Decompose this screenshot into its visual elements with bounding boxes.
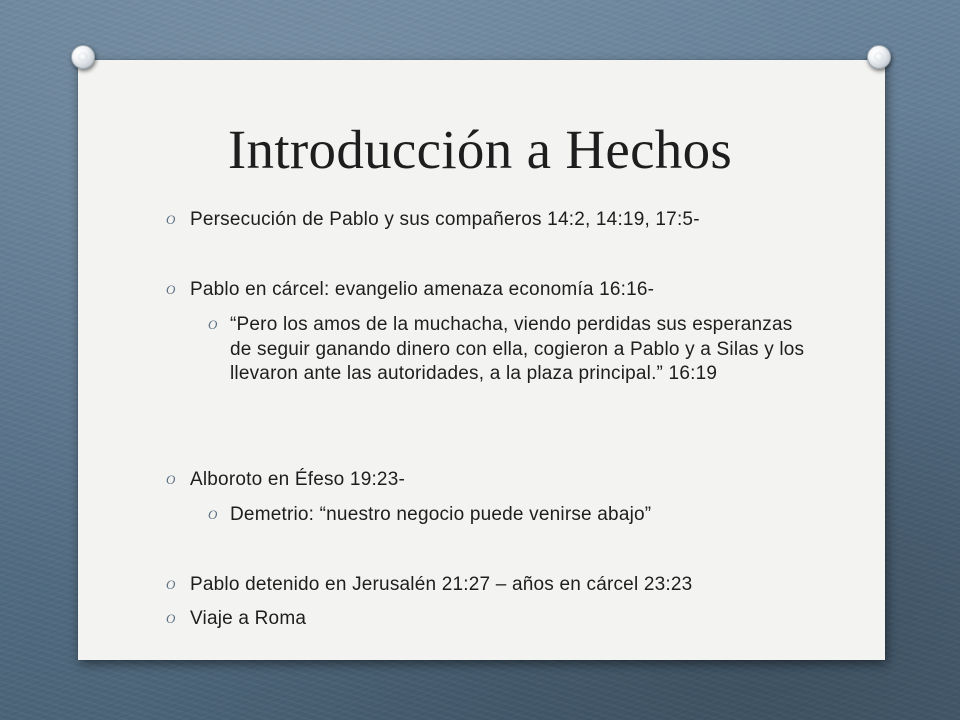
- bullet-item: [166, 468, 405, 492]
- slide-title: Introducción a Hechos: [227, 119, 733, 180]
- pushpin-icon: [71, 45, 95, 69]
- bullet-marker-icon: O: [166, 577, 176, 592]
- bullet-marker-icon: O: [166, 611, 176, 626]
- bullet-text: Viaje a Roma: [190, 608, 307, 629]
- bullet-text: “Pero los amos de la muchacha, viendo perdidas sus esperanzas de seguir ganando dinero con ella, cogieron a Pablo y a Silas y los llevaron ante las autoridades, a la plaza principal.” 16:19: [230, 314, 805, 384]
- bullet-item: [166, 573, 693, 597]
- bullet-marker-icon: O: [208, 317, 218, 332]
- bullet-text: Pablo detenido en Jerusalén 21:27 – años en cárcel 23:23: [190, 574, 693, 595]
- sub-bullet-item: [208, 503, 810, 528]
- bullet-text: Persecución de Pablo y sus compañeros 14:2, 14:19, 17:5-: [190, 209, 700, 230]
- sub-bullet-item: [208, 313, 810, 387]
- pushpin-icon: [867, 45, 891, 69]
- bullet-text: Pablo en cárcel: evangelio amenaza economía 16:16-: [190, 279, 655, 300]
- bullet-marker-icon: O: [166, 282, 176, 297]
- bullet-text: Demetrio: “nuestro negocio puede venirse abajo”: [230, 504, 652, 525]
- bullet-marker-icon: O: [166, 212, 176, 227]
- bullet-text: Alboroto en Éfeso 19:23-: [190, 469, 405, 490]
- bullet-item: [166, 208, 700, 232]
- bullet-item: [166, 607, 307, 631]
- bullet-marker-icon: O: [166, 472, 176, 487]
- bullet-marker-icon: O: [208, 507, 218, 522]
- bullet-item: [166, 278, 655, 302]
